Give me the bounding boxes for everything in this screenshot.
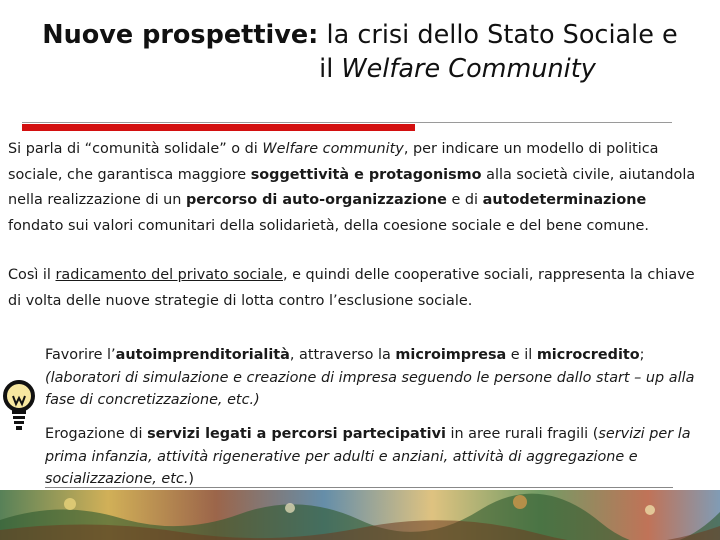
item1-text-c: , attraverso la [289, 347, 396, 363]
list-item-servizi [45, 423, 715, 491]
item2-text-c: in aree rurali fragili ( [445, 426, 599, 442]
p1-bold-soggettivita: soggettività e protagonismo [250, 166, 482, 183]
p1-text-i: fondato sui valori comunitari della solidarietà, della coesione sociale e del bene comune. [8, 217, 649, 234]
title-line2-prefix: il [319, 54, 342, 84]
item1-bold-microcredito: microcredito [536, 347, 640, 363]
item2-text-a: Erogazione di [45, 426, 148, 442]
item1-text-a: Favorire l’ [45, 347, 116, 363]
footer-painting-image [0, 490, 720, 540]
title-divider-red [22, 124, 415, 131]
item2-bold-servizi: servizi legati a percorsi partecipativi [147, 426, 446, 442]
p1-text-g: e di [446, 192, 483, 208]
p1-text-e: alla società civile, aiutandola nella realizzazione di un [8, 166, 696, 208]
title-rest: la crisi dello Stato Sociale e [318, 20, 678, 50]
p1-text-c: , per indicare un modello di politica sociale, che garantisca maggiore [8, 141, 659, 183]
slide-title [0, 18, 720, 86]
item2-text-e: ) [188, 471, 195, 487]
footer-divider [45, 487, 673, 488]
title-line2 [0, 52, 720, 86]
item1-bold-microimpresa: microimpresa [395, 347, 507, 363]
p2-underline-radicamento: radicamento del privato sociale [55, 267, 283, 283]
p1-bold-percorso: percorso di auto-organizzazione [186, 192, 447, 208]
title-line2-italic: Welfare Community [341, 54, 596, 84]
item1-bold-autoimprenditorialita: autoimprenditorialità [115, 347, 290, 363]
p1-italic-welfare: Welfare community [262, 141, 404, 157]
p1-bold-autodeterminazione: autodeterminazione [482, 192, 647, 208]
item1-italic-laboratori: (laboratori di simulazione e creazione di impresa seguendo le persone dallo start – up alla fase di concretizzazione, etc.) [45, 369, 695, 408]
title-bold: Nuove prospettive: [42, 20, 319, 50]
list-item-autoimprenditorialita [45, 344, 715, 412]
item1-text-g: ; [639, 347, 645, 363]
title-divider-grey [22, 122, 672, 123]
p2-text-a: Così il [8, 267, 56, 283]
item1-text-e: e il [506, 347, 537, 363]
paragraph-privato-sociale [8, 263, 698, 314]
item2-italic-servizi-list: servizi per la prima infanzia, attività rigenerative per adulti e anziani, attività di aggregazione e socializzazione, etc. [45, 426, 691, 487]
p1-text-a: Si parla di “comunità solidale” o di [8, 141, 263, 157]
paragraph-welfare-community [8, 137, 698, 239]
lightbulb-icon [2, 374, 36, 438]
p2-text-c: , e quindi delle cooperative sociali, rappresenta la chiave di volta delle nuove strategie di lotta contro l’esclusione sociale. [8, 267, 695, 309]
